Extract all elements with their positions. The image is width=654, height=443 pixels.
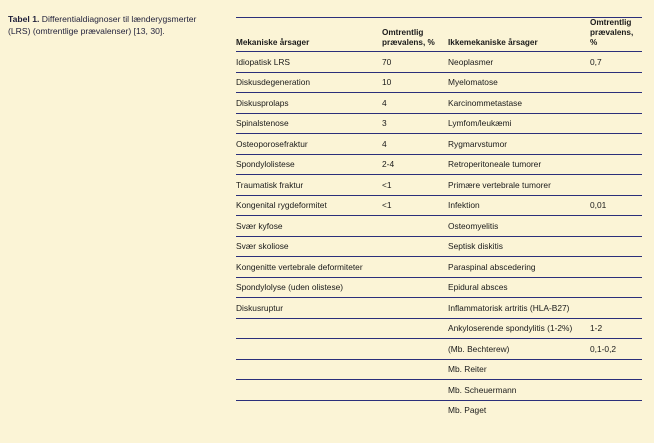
cell-prev2	[588, 400, 642, 420]
cell-mech: Svær skoliose	[236, 236, 382, 257]
cell-mech	[236, 318, 382, 339]
cell-prev1	[382, 236, 446, 257]
cell-prev1	[382, 380, 446, 401]
cell-nonmech: Inflammatorisk artritis (HLA-B27)	[446, 298, 588, 319]
cell-nonmech: Retroperitoneale tumorer	[446, 154, 588, 175]
header-mechanical: Mekaniske årsager	[236, 18, 382, 52]
cell-prev2: 0,1-0,2	[588, 339, 642, 360]
cell-prev2	[588, 236, 642, 257]
cell-nonmech: Rygmarvstumor	[446, 134, 588, 155]
cell-prev2	[588, 72, 642, 93]
table-row	[236, 339, 642, 360]
table-row	[236, 113, 642, 134]
caption-label: Tabel 1.	[8, 14, 40, 24]
cell-mech: Kongenitte vertebrale deformiteter	[236, 257, 382, 278]
cell-nonmech: Osteomyelitis	[446, 216, 588, 237]
table-row	[236, 298, 642, 319]
cell-prev1	[382, 400, 446, 420]
table-row	[236, 216, 642, 237]
cell-mech	[236, 400, 382, 420]
cell-prev2	[588, 277, 642, 298]
cell-prev1	[382, 277, 446, 298]
cell-mech: Osteoporosefraktur	[236, 134, 382, 155]
cell-nonmech: Septisk diskitis	[446, 236, 588, 257]
cell-prev2: 0,01	[588, 195, 642, 216]
cell-mech: Kongenital rygdeformitet	[236, 195, 382, 216]
table-row	[236, 154, 642, 175]
cell-prev1	[382, 359, 446, 380]
cell-prev2	[588, 154, 642, 175]
cell-prev2: 0,7	[588, 52, 642, 73]
table-row	[236, 236, 642, 257]
cell-nonmech: Karcinommetastase	[446, 93, 588, 114]
cell-nonmech: (Mb. Bechterew)	[446, 339, 588, 360]
caption-text: Differentialdiagnoser til lænderygsmerter (LRS) (omtrentlige prævalenser) [13, 30].	[8, 14, 197, 36]
cell-prev2	[588, 216, 642, 237]
cell-nonmech: Mb. Reiter	[446, 359, 588, 380]
table-row	[236, 400, 642, 420]
cell-prev1: 3	[382, 113, 446, 134]
cell-nonmech: Lymfom/leukæmi	[446, 113, 588, 134]
cell-mech: Spondylolistese	[236, 154, 382, 175]
cell-prev1	[382, 339, 446, 360]
cell-nonmech: Infektion	[446, 195, 588, 216]
header-nonmechanical: Ikkemekaniske årsager	[446, 18, 588, 52]
header-prevalence-nonmechanical: Omtrentlig prævalens, %	[588, 18, 642, 52]
table-row	[236, 277, 642, 298]
cell-prev1: 4	[382, 134, 446, 155]
cell-prev2	[588, 380, 642, 401]
cell-nonmech: Ankyloserende spondylitis (1-2%)	[446, 318, 588, 339]
cell-mech	[236, 380, 382, 401]
table-row	[236, 93, 642, 114]
cell-nonmech: Myelomatose	[446, 72, 588, 93]
cell-prev2	[588, 298, 642, 319]
cell-nonmech: Neoplasmer	[446, 52, 588, 73]
cell-mech: Svær kyfose	[236, 216, 382, 237]
cell-mech: Diskusdegeneration	[236, 72, 382, 93]
table-row	[236, 134, 642, 155]
cell-nonmech: Mb. Paget	[448, 405, 487, 416]
table-row	[236, 380, 642, 401]
cell-prev1	[382, 257, 446, 278]
cell-mech	[236, 359, 382, 380]
table-row	[236, 52, 642, 73]
cell-prev1	[382, 298, 446, 319]
cell-prev1	[382, 216, 446, 237]
cell-prev2	[588, 359, 642, 380]
table-row	[236, 318, 642, 339]
cell-mech: Diskusprolaps	[236, 93, 382, 114]
table-row	[236, 72, 642, 93]
cell-mech	[236, 339, 382, 360]
cell-prev1: 70	[382, 52, 446, 73]
cell-mech: Idiopatisk LRS	[236, 52, 382, 73]
cell-prev2: 1-2	[588, 318, 642, 339]
table-row	[236, 195, 642, 216]
cell-mech: Spondylolyse (uden olistese)	[236, 277, 382, 298]
cell-nonmech: Epidural absces	[446, 277, 588, 298]
differential-diagnosis-table	[236, 17, 642, 420]
cell-prev2	[588, 175, 642, 196]
cell-mech: Traumatisk fraktur	[236, 175, 382, 196]
cell-prev1: 10	[382, 72, 446, 93]
cell-prev2	[588, 257, 642, 278]
table-caption	[8, 14, 218, 37]
cell-prev2	[588, 113, 642, 134]
cell-prev1: 2-4	[382, 154, 446, 175]
cell-nonmech: Mb. Scheuermann	[446, 380, 588, 401]
cell-prev1: <1	[382, 195, 446, 216]
cell-mech: Diskusruptur	[236, 298, 382, 319]
cell-prev1	[382, 318, 446, 339]
cell-prev1: 4	[382, 93, 446, 114]
cell-prev1: <1	[382, 175, 446, 196]
table-row	[236, 359, 642, 380]
cell-nonmech: Primære vertebrale tumorer	[446, 175, 588, 196]
header-prevalence-mechanical: Omtrentlig prævalens, %	[382, 18, 446, 52]
cell-prev2	[588, 93, 642, 114]
cell-nonmech: Paraspinal abscedering	[446, 257, 588, 278]
table-row	[236, 175, 642, 196]
cell-mech: Spinalstenose	[236, 113, 382, 134]
cell-prev2	[588, 134, 642, 155]
table-header-row	[236, 18, 642, 52]
table-row	[236, 257, 642, 278]
